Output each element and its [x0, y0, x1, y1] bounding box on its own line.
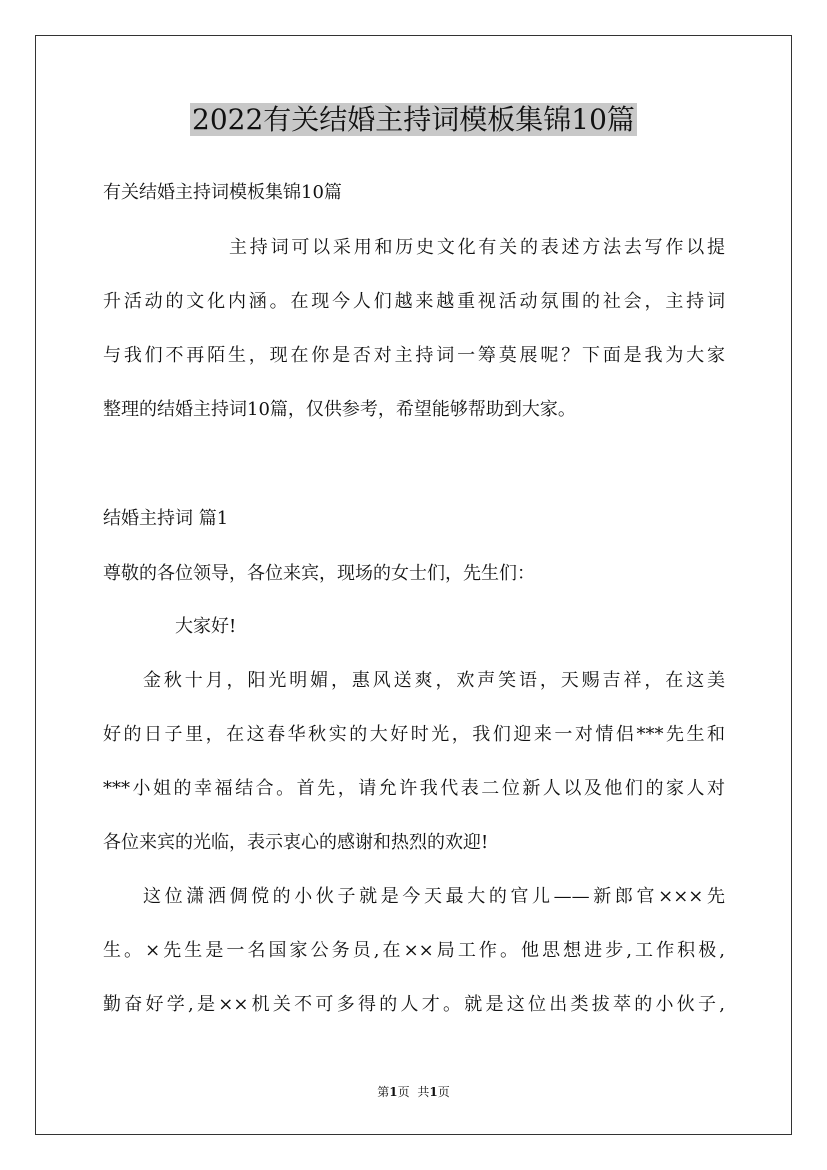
- intro-line-4: 整理的结婚主持词10篇，仅供参考，希望能够帮助到大家。: [103, 399, 576, 420]
- footer-page-suffix: 页: [397, 1085, 410, 1099]
- footer-total-suffix: 页: [437, 1085, 450, 1099]
- paragraph2-line-1: 这位潇洒倜傥的小伙子就是今天最大的官儿——新郎官×××先: [143, 886, 725, 907]
- greeting: 大家好!: [175, 616, 237, 637]
- footer-total-pages: 1: [429, 1085, 438, 1099]
- document-subtitle: 有关结婚主持词模板集锦10篇: [103, 182, 342, 203]
- paragraph2-line-3: 勤奋好学,是××机关不可多得的人才。就是这位出类拔萃的小伙子,: [103, 994, 725, 1015]
- intro-line-1: 主持词可以采用和历史文化有关的表述方法去写作以提: [229, 237, 725, 258]
- paragraph1-line-2: 好的日子里，在这春华秋实的大好时光，我们迎来一对情侣***先生和: [103, 724, 725, 745]
- footer-page-number: 1: [389, 1085, 398, 1099]
- document-title-text: 2022有关结婚主持词模板集锦10篇: [192, 103, 635, 136]
- paragraph1-line-4: 各位来宾的光临，表示衷心的感谢和热烈的欢迎!: [103, 832, 489, 853]
- section-heading: 结婚主持词 篇1: [103, 508, 229, 529]
- footer-page-prefix: 第: [377, 1085, 390, 1099]
- paragraph2-line-2: 生。×先生是一名国家公务员,在××局工作。他思想进步,工作积极,: [103, 940, 725, 961]
- intro-line-3: 与我们不再陌生，现在你是否对主持词一筹莫展呢？下面是我为大家: [103, 345, 725, 366]
- footer-total-prefix: 共: [417, 1085, 430, 1099]
- salutation: 尊敬的各位领导，各位来宾，现场的女士们，先生们：: [103, 563, 535, 584]
- paragraph1-line-1: 金秋十月，阳光明媚，惠风送爽，欢声笑语，天赐吉祥，在这美: [143, 670, 725, 691]
- page-footer: [0, 1083, 827, 1101]
- intro-line-2: 升活动的文化内涵。在现今人们越来越重视活动氛围的社会，主持词: [103, 291, 725, 312]
- document-title: [0, 100, 827, 140]
- paragraph1-line-3: ***小姐的幸福结合。首先，请允许我代表二位新人以及他们的家人对: [103, 778, 725, 799]
